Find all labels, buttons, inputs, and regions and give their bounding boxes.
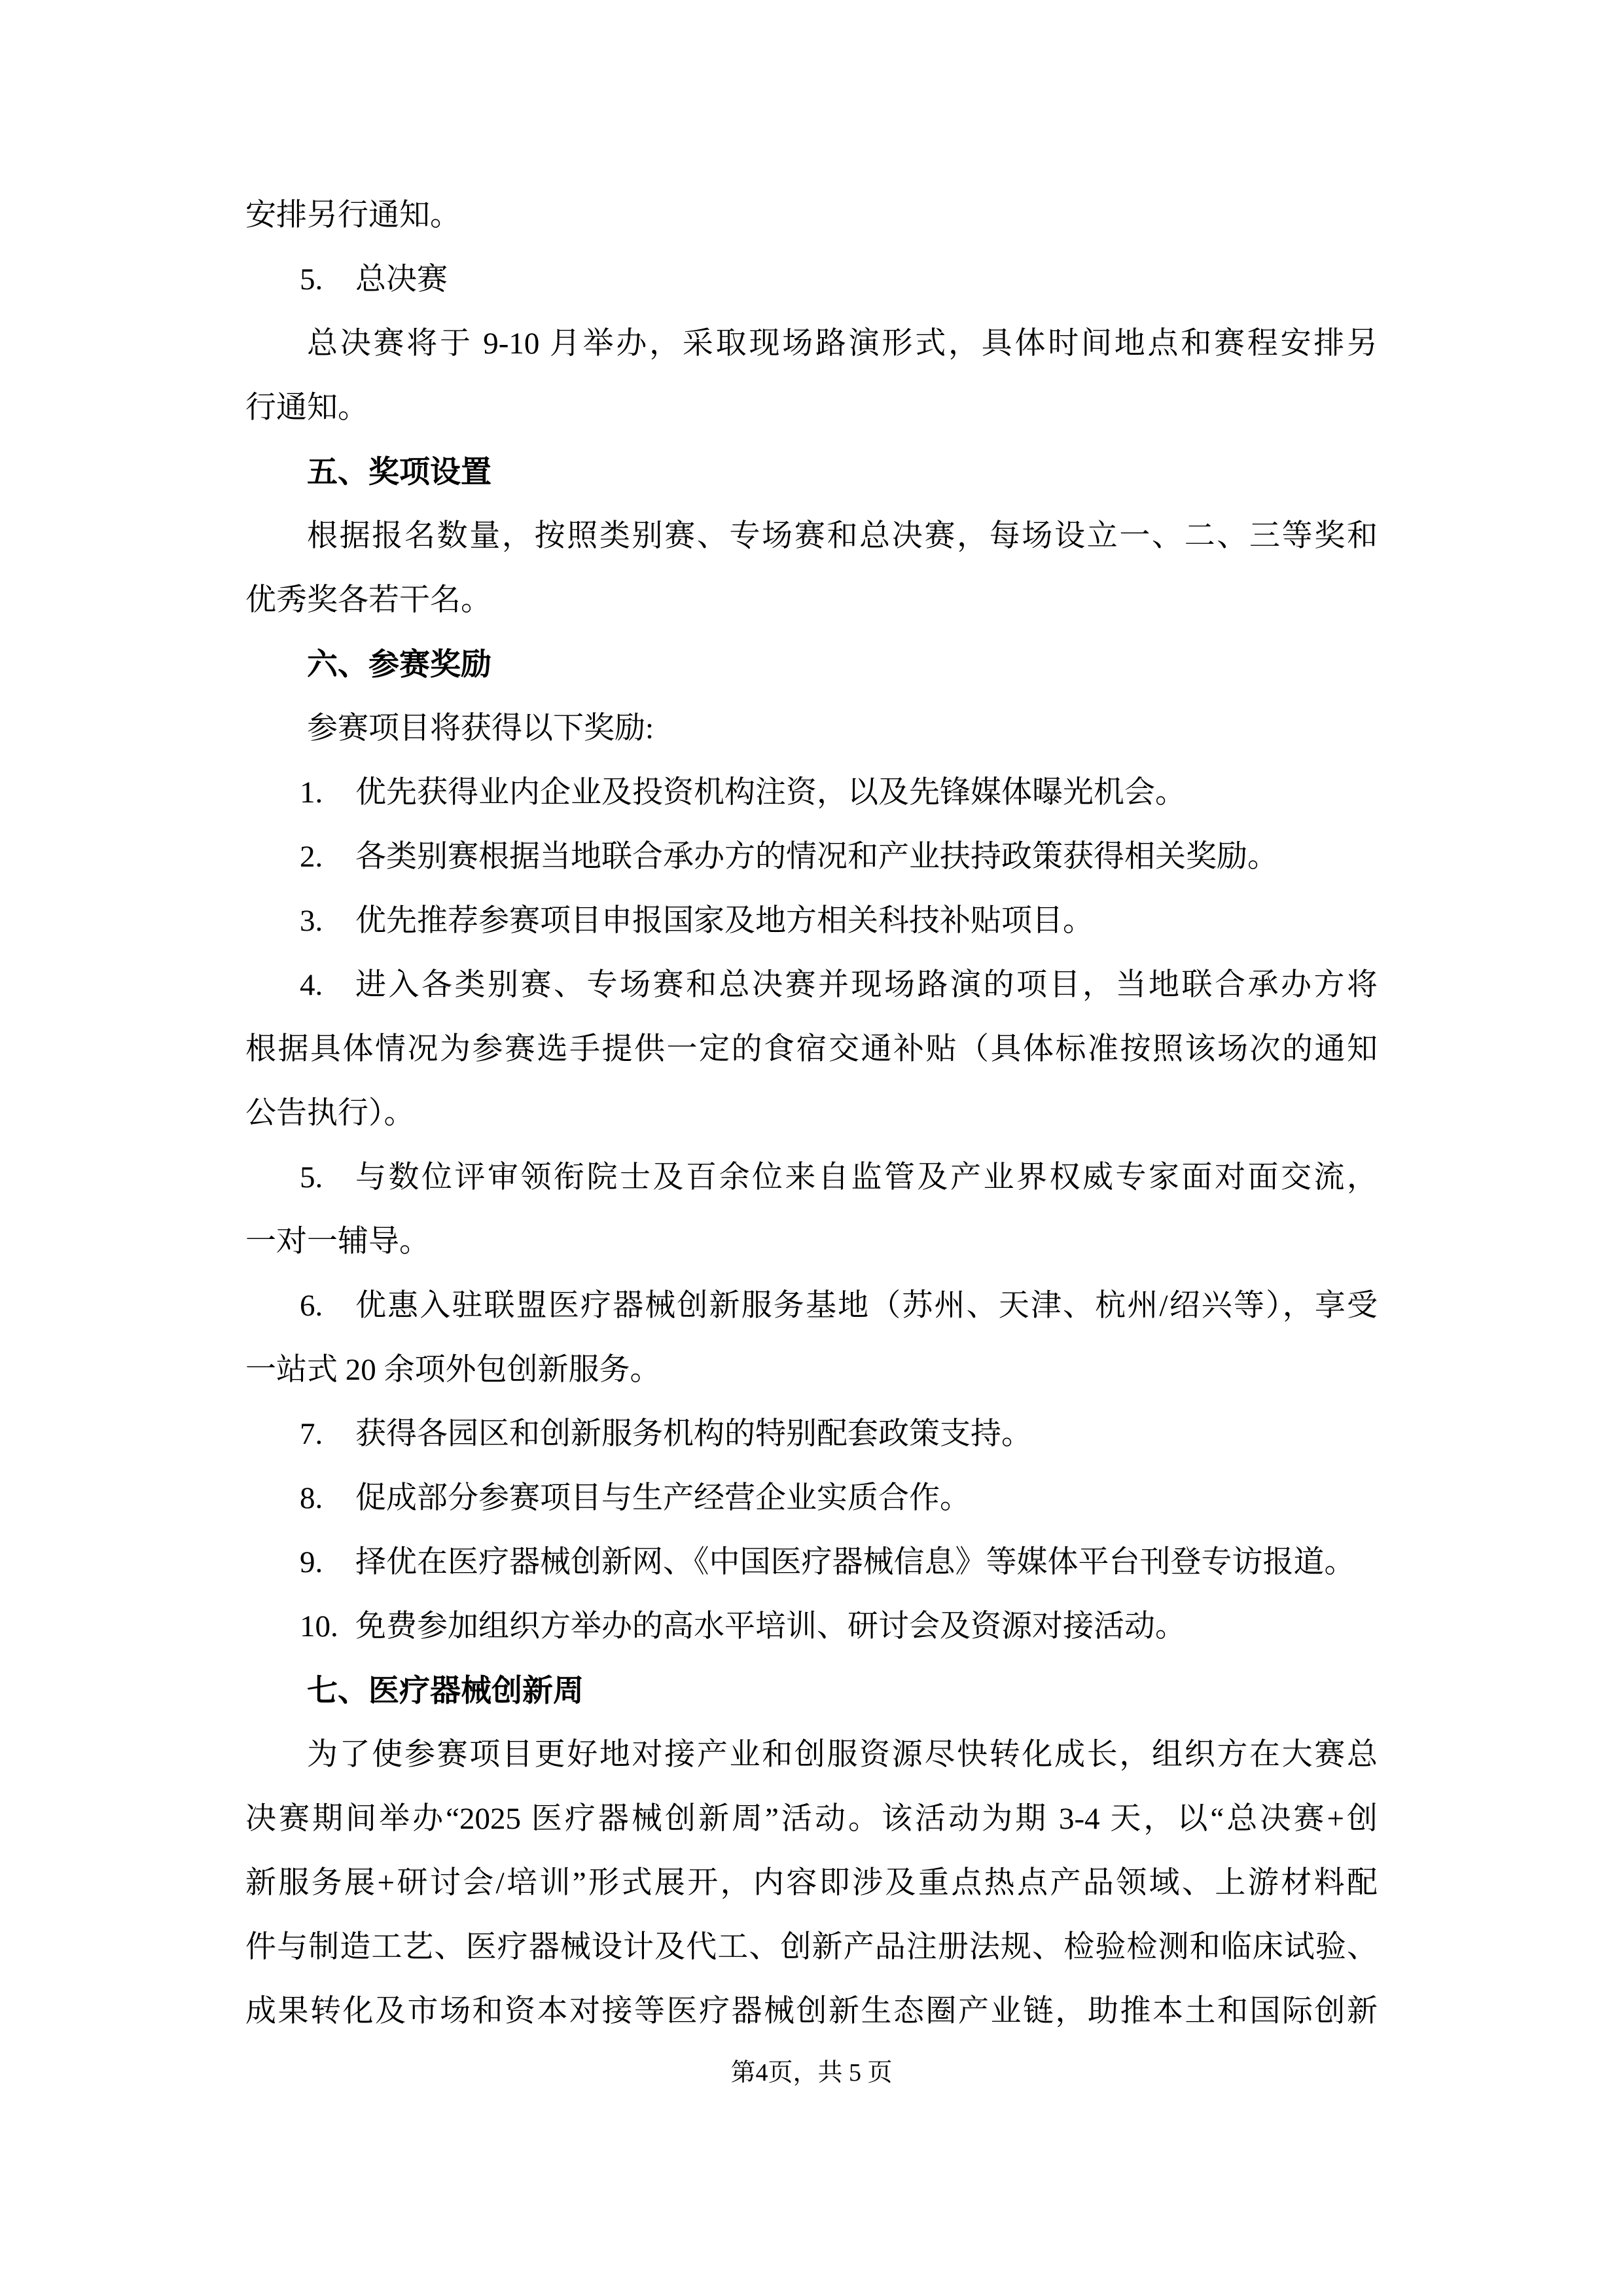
list-text: 优先获得业内企业及投资机构注资，以及先锋媒体曝光机会。 [355, 776, 1186, 810]
list-number: 2. [300, 840, 323, 874]
list-text: 获得各园区和创新服务机构的特别配套政策支持。 [355, 1417, 1032, 1451]
text-line [245, 889, 1378, 953]
list-number: 3. [300, 904, 323, 938]
list-number: 5. [300, 262, 323, 296]
list-number: 1. [300, 776, 323, 810]
text-line [245, 761, 1378, 825]
list-text: 免费参加组织方举办的高水平培训、研讨会及资源对接活动。 [355, 1609, 1186, 1643]
list-text: 优惠入驻联盟医疗器械创新服务基地（苏州、天津、杭州/绍兴等），享受 [355, 1289, 1378, 1323]
text-line [245, 1145, 1378, 1210]
list-number: 8. [300, 1481, 323, 1515]
page-footer: 第4页，共 5 页 [730, 2059, 893, 2087]
text-line [245, 247, 1378, 312]
list-number: 4. [300, 968, 323, 1002]
list-text: 促成部分参赛项目与生产经营企业实质合作。 [355, 1481, 971, 1515]
text-line: 为了使参赛项目更好地对接产业和创服资源尽快转化成长，组织方在大赛总 [307, 1738, 1378, 1772]
list-text: 与数位评审领衔院士及百余位来自监管及产业界权威专家面对面交流， [355, 1160, 1378, 1194]
section-heading: 六、参赛奖励 [307, 647, 491, 681]
section-heading: 七、医疗器械创新周 [307, 1673, 584, 1708]
text-line: 成果转化及市场和资本对接等医疗器械创新生态圈产业链，助推本土和国际创新 [245, 1994, 1378, 2028]
list-number: 5. [300, 1160, 323, 1194]
list-number: 10. [300, 1609, 338, 1643]
text-line: 公告执行）。 [245, 1096, 415, 1130]
list-text: 优先推荐参赛项目申报国家及地方相关科技补贴项目。 [355, 904, 1094, 938]
list-text: 择优在医疗器械创新网、《中国医疗器械信息》等媒体平台刊登专访报道。 [355, 1545, 1355, 1579]
text-line: 决赛期间举办“2025 医疗器械创新周”活动。该活动为期 3-4 天，以“总决赛+创 [245, 1802, 1378, 1836]
text-line: 件与制造工艺、医疗器械设计及代工、创新产品注册法规、检验检测和临床试验、 [245, 1930, 1378, 1964]
text-line: 总决赛将于 9-10 月举办，采取现场路演形式，具体时间地点和赛程安排另 [307, 327, 1378, 361]
text-line [245, 1274, 1378, 1338]
text-line [245, 825, 1378, 889]
list-number: 7. [300, 1417, 323, 1451]
text-line: 新服务展+研讨会/培训”形式展开，内容即涉及重点热点产品领域、上游材料配 [245, 1866, 1378, 1900]
list-text: 总决赛 [355, 262, 448, 296]
text-line: 一站式 20 余项外包创新服务。 [245, 1353, 661, 1387]
text-line: 参赛项目将获得以下奖励: [307, 711, 654, 745]
list-number: 6. [300, 1289, 323, 1323]
document-body [245, 183, 1378, 2043]
list-number: 9. [300, 1545, 323, 1579]
text-line: 一对一辅导。 [245, 1225, 430, 1259]
text-line [245, 1530, 1378, 1594]
text-line [245, 1594, 1378, 1659]
text-line: 安排另行通知。 [245, 198, 461, 232]
text-line [245, 1402, 1378, 1466]
text-line: 根据具体情况为参赛选手提供一定的食宿交通补贴（具体标准按照该场次的通知 [245, 1032, 1378, 1066]
section-heading: 五、奖项设置 [307, 454, 491, 489]
text-line [245, 953, 1378, 1017]
text-line: 行通知。 [245, 391, 368, 425]
list-text: 进入各类别赛、专场赛和总决赛并现场路演的项目，当地联合承办方将 [355, 968, 1378, 1002]
text-line: 优秀奖各若干名。 [245, 583, 491, 617]
text-line: 根据报名数量，按照类别赛、专场赛和总决赛，每场设立一、二、三等奖和 [307, 519, 1378, 553]
list-text: 各类别赛根据当地联合承办方的情况和产业扶持政策获得相关奖励。 [355, 840, 1278, 874]
text-line [245, 1466, 1378, 1530]
